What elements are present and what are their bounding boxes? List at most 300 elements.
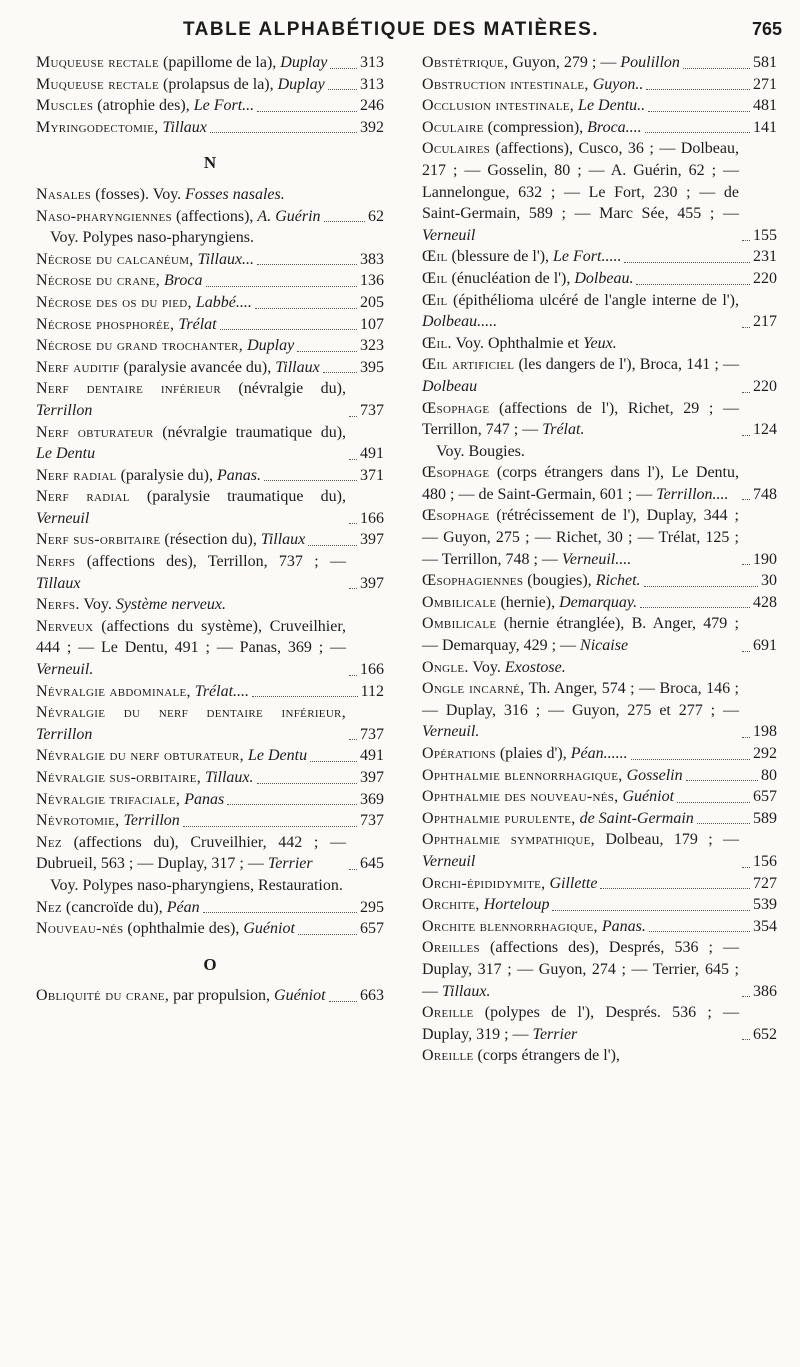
- leader-dots: [624, 262, 750, 263]
- entry-term: Muscles: [36, 97, 94, 115]
- index-entry: [36, 95, 384, 117]
- right-column: [422, 52, 777, 1067]
- leader-dots: [742, 327, 750, 328]
- index-entry: [36, 918, 384, 940]
- leader-dots: [257, 264, 357, 265]
- index-entry: [422, 808, 777, 830]
- index-entry: [422, 937, 777, 1002]
- index-entry: [36, 529, 384, 551]
- leader-dots: [742, 240, 750, 241]
- entry-text: (les dangers de l'), Broca, 141 ; —: [518, 356, 740, 374]
- entry-page: 292: [753, 745, 777, 762]
- entry-term: Oreilles: [422, 939, 480, 957]
- entry-author: Tillaux: [275, 358, 320, 376]
- index-entry: [422, 505, 777, 570]
- entry-page: 645: [360, 855, 384, 873]
- entry-author: Yeux.: [583, 334, 617, 352]
- entry-page: 589: [753, 809, 777, 827]
- entry-page: 663: [360, 987, 384, 1005]
- entry-term: Œil.: [422, 334, 452, 352]
- entry-term: Névralgie abdominale,: [36, 682, 191, 700]
- entry-author: Panas: [184, 790, 225, 808]
- entry-page: 371: [360, 466, 384, 484]
- entry-author: Tillaux.: [205, 769, 254, 786]
- entry-page: 392: [360, 118, 384, 136]
- index-entry: [36, 897, 384, 919]
- entry-page: 491: [360, 747, 384, 765]
- index-entry: [422, 290, 777, 333]
- entry-author: Poulillon: [620, 54, 680, 71]
- entry-term: Nécrose du calcanéum,: [36, 250, 194, 268]
- entry-page: 657: [753, 788, 777, 806]
- entry-term: Nerveux: [36, 617, 94, 635]
- entry-page: 428: [753, 593, 777, 611]
- index-entry: [422, 873, 777, 895]
- entry-term: Œsophagiennes: [422, 572, 524, 590]
- leader-dots: [220, 329, 357, 330]
- entry-term: Oculaire: [422, 118, 484, 136]
- leader-dots: [649, 931, 750, 932]
- entry-author: Péan: [166, 898, 200, 916]
- entry-page: 737: [360, 401, 384, 419]
- entry-term: Ophthalmie blennorrhagique,: [422, 766, 623, 784]
- index-entry: [36, 832, 384, 897]
- entry-page: 323: [360, 337, 384, 355]
- entry-text: (résection du),: [164, 531, 261, 549]
- entry-term: Nouveau-nés: [36, 920, 124, 938]
- entry-page: 107: [360, 315, 384, 333]
- entry-page: 313: [360, 75, 384, 93]
- entry-text: (cancroïde du),: [65, 898, 167, 916]
- entry-page: 190: [753, 550, 777, 568]
- index-entry: [422, 829, 777, 872]
- entry-term: Orchite blennorrhagique,: [422, 917, 598, 935]
- entry-term: Oreille: [422, 1004, 474, 1022]
- index-entry: [36, 422, 384, 465]
- page-header: [30, 18, 782, 46]
- index-entry: [422, 138, 777, 246]
- entry-term: Myringodectomie,: [36, 118, 159, 136]
- entry-author: Terrier: [267, 855, 313, 873]
- entry-text: (hernie),: [500, 593, 560, 611]
- leader-dots: [645, 132, 750, 133]
- leader-dots: [677, 802, 750, 803]
- leader-dots: [324, 221, 365, 222]
- entry-author: Verneuil.: [36, 661, 94, 679]
- index-entry: [36, 745, 384, 767]
- leader-dots: [257, 111, 357, 112]
- entry-term: Opérations: [422, 745, 496, 762]
- entry-term: Oculaires: [422, 140, 491, 158]
- entry-term: Névralgie sus-orbitaire,: [36, 769, 202, 786]
- leader-dots: [552, 910, 750, 911]
- index-entry: [36, 184, 384, 206]
- leader-dots: [330, 68, 357, 69]
- entry-page: 691: [753, 637, 777, 655]
- index-entry: [36, 985, 384, 1007]
- entry-term: Œsophage: [422, 399, 490, 417]
- index-entry: [36, 206, 384, 249]
- index-entry: [36, 249, 384, 271]
- entry-term: Obliquité du crane,: [36, 987, 170, 1005]
- entry-page: 80: [761, 766, 777, 784]
- leader-dots: [349, 869, 357, 870]
- entry-page: 727: [753, 874, 777, 892]
- entry-text: (rétrécissement de l'), Duplay, 344 ; — Guyon, 275 ; — Richet, 30 ; — Trélat, 125 ; — Terrillon, 748 ; —: [422, 507, 740, 568]
- entry-term: Naso-pharyngiennes: [36, 207, 172, 225]
- entry-author: Exostose.: [504, 658, 566, 676]
- entry-author: Guéniot: [274, 987, 326, 1005]
- entry-page: 652: [753, 1025, 777, 1043]
- entry-text: (plaies d'),: [499, 745, 571, 762]
- entry-page: 295: [360, 898, 384, 916]
- leader-dots: [328, 89, 357, 90]
- index-entry: [422, 765, 777, 787]
- index-entry: [36, 378, 384, 421]
- entry-page: 481: [753, 97, 777, 115]
- entry-author: Duplay: [247, 337, 295, 355]
- entry-author: Dolbeau: [422, 377, 478, 395]
- leader-dots: [206, 286, 357, 287]
- entry-page: 220: [753, 269, 777, 287]
- index-entry: [422, 117, 777, 139]
- index-entry: [36, 681, 384, 703]
- leader-dots: [600, 888, 750, 889]
- leader-dots: [640, 607, 750, 608]
- entry-author: Le Fort...: [193, 97, 255, 115]
- entry-author: Terrillon: [123, 812, 180, 830]
- entry-page: 166: [360, 661, 384, 679]
- index-entry: [422, 570, 777, 592]
- leader-dots: [298, 934, 357, 935]
- entry-author: Trélat: [178, 315, 217, 333]
- entry-term: Nerf radial: [36, 466, 117, 484]
- index-entry: [422, 894, 777, 916]
- entry-author: Verneuil.: [422, 723, 480, 741]
- entry-author: de Saint-Germain: [579, 809, 694, 827]
- entry-page: 737: [360, 725, 384, 743]
- entry-author: Le Dentu..: [578, 97, 646, 115]
- entry-page: 124: [753, 421, 777, 439]
- entry-page: 198: [753, 723, 777, 741]
- index-entry: [36, 767, 384, 789]
- entry-author: Trélat.: [542, 421, 585, 439]
- entry-term: Nerfs.: [36, 596, 80, 614]
- index-entry: [422, 592, 777, 614]
- entry-page: 166: [360, 509, 384, 527]
- entry-page: 156: [753, 852, 777, 870]
- index-entry: [36, 789, 384, 811]
- entry-text: Dolbeau, 179 ; —: [605, 831, 739, 849]
- leader-dots: [742, 867, 750, 868]
- entry-text: (compression),: [487, 118, 588, 136]
- index-entry: [36, 117, 384, 139]
- entry-text: (corps étrangers de l'),: [477, 1047, 620, 1065]
- index-entry: [36, 314, 384, 336]
- entry-text: (affections du), Cruveilhier, 442 ; — Dubrueil, 563 ; — Duplay, 317 ; —: [36, 833, 347, 873]
- entry-page: 491: [360, 445, 384, 463]
- leader-dots: [742, 392, 750, 393]
- entry-author: Horteloup: [483, 896, 550, 914]
- entry-page: 141: [753, 118, 777, 136]
- entry-author: Dolbeau.....: [422, 313, 498, 331]
- entry-author: Tillaux...: [197, 250, 255, 268]
- leader-dots: [310, 761, 357, 762]
- leader-dots: [257, 783, 358, 784]
- entry-term: Nerf dentaire inférieur: [36, 380, 221, 398]
- entry-author: Terrillon....: [656, 485, 729, 503]
- index-entry: [422, 1045, 777, 1067]
- entry-author: Duplay: [280, 54, 328, 71]
- entry-text: (épithélioma ulcéré de l'angle interne de l'),: [452, 291, 739, 309]
- entry-term: Ombilicale: [422, 615, 497, 633]
- page-title: TABLE ALPHABÉTIQUE DES MATIÈRES.: [182, 19, 600, 40]
- leader-dots: [210, 132, 357, 133]
- leader-dots: [646, 89, 750, 90]
- entry-page: 657: [360, 920, 384, 938]
- entry-author: Nicaise: [580, 637, 629, 655]
- leader-dots: [255, 308, 357, 309]
- entry-text: par propulsion,: [173, 987, 275, 1005]
- leader-dots: [308, 545, 357, 546]
- leader-dots: [742, 996, 750, 997]
- leader-dots: [297, 351, 357, 352]
- entry-text: (bougies),: [527, 572, 596, 590]
- entry-term: Œil: [422, 269, 448, 287]
- entry-term: Ongle incarné,: [422, 680, 525, 698]
- entry-page: 231: [753, 248, 777, 266]
- entry-term: Ophthalmie sympathique,: [422, 831, 595, 849]
- entry-text: (fosses). Voy.: [95, 185, 186, 203]
- entry-author: Guéniot: [243, 920, 295, 938]
- entry-text: Voy.: [472, 658, 505, 676]
- entry-page: 313: [360, 54, 384, 71]
- entry-page: 136: [360, 272, 384, 290]
- entry-author: Fosses nasales.: [185, 185, 285, 203]
- entry-text: (affections du système), Cruveilhier, 444 ; — Le Dentu, 491 ; — Panas, 369 ; —: [36, 617, 347, 657]
- entry-term: Nécrose phosphorée,: [36, 315, 175, 333]
- entry-term: Obstétrique,: [422, 54, 509, 71]
- entry-author: Verneuil: [36, 509, 90, 527]
- entry-text: (névralgie du),: [238, 380, 346, 398]
- entry-author: A. Guérin: [257, 207, 321, 225]
- entry-page: 748: [753, 485, 777, 503]
- entry-term: Nez: [36, 833, 62, 851]
- leader-dots: [183, 826, 357, 827]
- entry-page: 217: [753, 313, 777, 331]
- entry-term: Occlusion intestinale,: [422, 97, 575, 115]
- index-entry: [422, 333, 777, 355]
- index-entry: [36, 270, 384, 292]
- entry-page: 397: [360, 574, 384, 592]
- entry-author: Tillaux: [36, 574, 81, 592]
- entry-page: 220: [753, 377, 777, 395]
- entry-author: Verneuil: [422, 852, 476, 870]
- entry-see-also: Voy. Bougies.: [436, 442, 525, 460]
- entry-page: 271: [753, 75, 777, 93]
- entry-author: Tillaux: [260, 531, 306, 549]
- leader-dots: [742, 737, 750, 738]
- entry-author: Terrier: [532, 1025, 578, 1043]
- entry-term: Orchite,: [422, 896, 480, 914]
- entry-term: Œil: [422, 291, 448, 309]
- leader-dots: [349, 739, 357, 740]
- section-letter: N: [203, 153, 217, 173]
- index-entry: [422, 916, 777, 938]
- entry-term: Nerfs: [36, 553, 76, 571]
- index-entry: [422, 398, 777, 463]
- index-entry: [422, 52, 777, 74]
- entry-author: Richet.: [595, 572, 641, 590]
- entry-text: (affections), Cusco, 36 ; — Dolbeau, 217 ; — Gosselin, 80 ; — A. Guérin, 62 ; — Lannelongue, 632 ; — Le Fort, 230 ; — de Saint-Germain, 589 ; — Marc Sée, 455 ; —: [422, 140, 740, 223]
- entry-term: Œsophage: [422, 507, 490, 525]
- entry-text: (paralysie du),: [120, 466, 217, 484]
- entry-text: (affections des), Terrillon, 737 ; —: [86, 553, 346, 571]
- entry-author: Terrillon: [36, 725, 93, 743]
- entry-text: (affections de l'), Richet, 29 ; — Terrillon, 747 ; —: [422, 399, 739, 439]
- entry-text: (paralysie avancée du),: [123, 358, 276, 376]
- entry-text: (affections des), Després, 536 ; — Duplay, 317 ; — Guyon, 274 ; — Terrier, 645 ; —: [422, 939, 739, 1000]
- entry-author: Péan......: [570, 745, 628, 762]
- entry-author: Guyon..: [592, 75, 644, 93]
- entry-author: Demarquay.: [559, 593, 638, 611]
- entry-page: 62: [368, 207, 384, 225]
- entry-author: Broca: [164, 272, 203, 290]
- entry-text: (papillome de la),: [162, 54, 281, 71]
- entry-author: Panas.: [217, 466, 261, 484]
- leader-dots: [742, 651, 750, 652]
- entry-term: Œil: [422, 248, 448, 266]
- entry-term: Ombilicale: [422, 593, 497, 611]
- index-entry: [36, 335, 384, 357]
- leader-dots: [349, 523, 357, 524]
- entry-author: Trélat....: [194, 682, 250, 700]
- index-entry: [422, 678, 777, 743]
- entry-term: Ophthalmie purulente,: [422, 809, 576, 827]
- entry-term: Muqueuse rectale: [36, 54, 159, 71]
- entry-author: Le Dentu: [247, 747, 308, 765]
- entry-author: Duplay: [277, 75, 325, 93]
- entry-term: Névralgie du nerf dentaire inférieur,: [36, 704, 346, 722]
- entry-text: Guyon, 279 ; —: [512, 54, 621, 71]
- section-letter: O: [203, 954, 217, 974]
- entry-text: (paralysie traumatique du),: [146, 488, 346, 506]
- leader-dots: [636, 284, 750, 285]
- entry-author: Labbé....: [195, 293, 252, 311]
- leader-dots: [252, 696, 358, 697]
- index-entry: [422, 613, 777, 656]
- leader-dots: [349, 416, 357, 417]
- entry-text: (atrophie des),: [97, 97, 194, 115]
- entry-term: Ophthalmie des nouveau-nés,: [422, 788, 619, 806]
- entry-text: (affections),: [175, 207, 258, 225]
- entry-page: 383: [360, 250, 384, 268]
- entry-author: Broca....: [587, 118, 642, 136]
- leader-dots: [742, 499, 750, 500]
- entry-author: Terrillon: [36, 401, 93, 419]
- leader-dots: [648, 111, 750, 112]
- entry-term: Muqueuse rectale: [36, 75, 159, 93]
- entry-text: (corps étrangers dans l'), Le Dentu, 480 ; — de Saint-Germain, 601 ; —: [422, 464, 740, 503]
- entry-text: Th. Anger, 574 ; — Broca, 146 ; — Duplay, 316 ; — Guyon, 275 et 277 ; —: [422, 680, 740, 719]
- entry-text: (névralgie traumatique du),: [162, 423, 347, 441]
- index-entry: [422, 246, 777, 268]
- index-entry: [36, 357, 384, 379]
- index-entry: [36, 292, 384, 314]
- entry-term: Nasales: [36, 185, 92, 203]
- entry-author: Panas.: [601, 917, 646, 935]
- leader-dots: [686, 780, 758, 781]
- entry-page: 386: [753, 982, 777, 1000]
- index-entry: [36, 702, 384, 745]
- index-entry: [422, 95, 777, 117]
- entry-author: Le Fort.....: [553, 248, 622, 266]
- page-number: 765: [751, 19, 782, 39]
- entry-see-also: Voy. Polypes naso-pharyngiens.: [50, 229, 254, 247]
- entry-term: Obstruction intestinale,: [422, 75, 589, 93]
- entry-page: 205: [360, 293, 384, 311]
- entry-text: (prolapsus de la),: [162, 75, 278, 93]
- left-column: [36, 52, 384, 1007]
- leader-dots: [227, 804, 357, 805]
- leader-dots: [329, 1001, 357, 1002]
- entry-page: 737: [360, 812, 384, 830]
- index-entry: [422, 743, 777, 765]
- entry-term: Oreille: [422, 1047, 474, 1065]
- entry-page: 397: [360, 531, 384, 549]
- leader-dots: [644, 586, 758, 587]
- leader-dots: [323, 372, 357, 373]
- leader-dots: [349, 588, 357, 589]
- entry-see-also: Voy. Polypes naso-pharyngiens, Restauration.: [50, 876, 343, 894]
- index-entry: [422, 74, 777, 96]
- entry-term: Nerf sus-orbitaire: [36, 531, 161, 549]
- entry-term: Nez: [36, 898, 62, 916]
- leader-dots: [742, 435, 750, 436]
- leader-dots: [683, 68, 750, 69]
- entry-author: Verneuil: [422, 226, 476, 244]
- entry-term: Nerf auditif: [36, 358, 120, 376]
- index-entry: [36, 551, 384, 594]
- entry-term: Névralgie trifaciale,: [36, 790, 181, 808]
- entry-term: Nécrose des os du pied,: [36, 293, 192, 311]
- entry-author: Tillaux.: [442, 982, 491, 1000]
- entry-text: (énucléation de l'),: [451, 269, 575, 287]
- entry-author: Guéniot: [622, 788, 675, 806]
- leader-dots: [742, 1039, 750, 1040]
- entry-page: 155: [753, 226, 777, 244]
- entry-page: 395: [360, 358, 384, 376]
- entry-term: Œil artificiel: [422, 356, 515, 374]
- leader-dots: [349, 459, 357, 460]
- entry-term: Orchi-épididymite,: [422, 874, 546, 892]
- entry-term: Névralgie du nerf obturateur,: [36, 747, 244, 765]
- entry-text: (polypes de l'), Després. 536 ; — Duplay, 319 ; —: [422, 1004, 740, 1043]
- index-entry: [36, 52, 384, 74]
- leader-dots: [742, 564, 750, 565]
- index-entry: [422, 786, 777, 808]
- leader-dots: [349, 675, 357, 676]
- entry-text: Voy. Ophthalmie et: [455, 334, 584, 352]
- index-entry: [422, 462, 777, 505]
- entry-page: 539: [753, 896, 777, 914]
- entry-term: Ongle.: [422, 658, 469, 676]
- index-entry: [36, 594, 384, 616]
- entry-author: Système nerveux.: [115, 596, 226, 614]
- entry-term: Œsophage: [422, 464, 490, 482]
- index-entry: [36, 465, 384, 487]
- entry-page: 246: [360, 97, 384, 115]
